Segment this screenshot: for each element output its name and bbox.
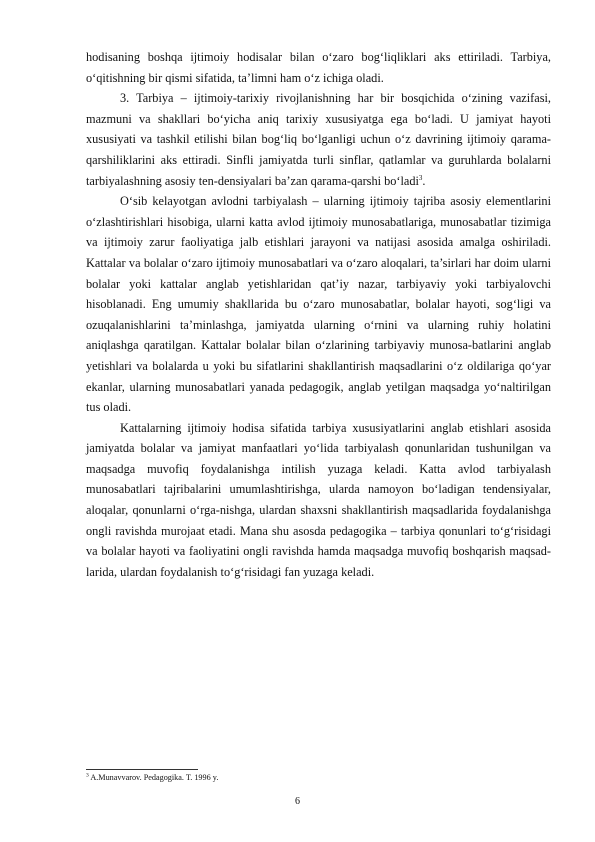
paragraph-4: Kattalarning ijtimoiy hodisa sifatida tarbiya xususiyatlarini anglab etishlari asosida jamiyatda bolalar va jamiyat manfaatlari yo‘lida tarbiyalash qonunlaridan tushunilgan va maqsadga muvofiq foydalanishga intilish yuzaga keladi. Katta avlod tarbiyalash munosabatlari tajribalarini umumlashtirishga, ularda namoyon bo‘ladigan tendensiyalar, aloqalar, qonunlarni o‘rga-nishga, ulardan shaxsni shakllantirish maqsadlarida foydalanishga ongli ravishda murojaat etadi. Mana shu asosda pedagogika – tarbiya qonunlari to‘g‘risidagi va bolalar hayoti va faoliyatini ongli ravishda hamda maqsadga muvofiq boshqarish maqsad-larida, ulardan foydalanish to‘g‘risidagi fan yuzaga keladi. (86, 420, 551, 579)
page-number: 6 (295, 796, 300, 807)
footnote-marker: 3 (86, 772, 89, 779)
footnote-divider (86, 769, 198, 770)
paragraph-2: 3. Tarbiya – ijtimoiy-tarixiy rivojlanishning har bir bosqichida o‘zining vazifasi, mazmuni va shakllari bo‘yicha aniq tarixiy xususiyatga ega bo‘ladi. U jamiyat hayoti xususiyati va tashkil etilishi bilan bog‘liq bo‘lganligi uchun o‘z davrining ijtimoiy qarama-qarshiliklarini aks ettiradi. Sinfli jamiyatda turli sinflar, qatlamlar va guruhlarda bolalarni tarbiyalashning asosiy ten-densiyalari ba’zan qarama-qarshi bo‘ladi$^3$. (86, 91, 551, 188)
paragraph-1: hodisaning boshqa ijtimoiy hodisalar bilan o‘zaro bog‘liqliklari aks ettiriladi. Tarbiya, o‘qitishning bir qismi sifatida, ta’limni ham o‘z ichiga oladi. (86, 50, 551, 85)
body-text (86, 47, 551, 582)
paragraph-3: O‘sib kelayotgan avlodni tarbiyalash – ularning ijtimoiy tajriba asosiy elementlarini o‘zlashtirishlari hisobiga, ularni katta avlod ijtimoiy munosabatlariga, munosabatlar tizimiga va ijtimoiy zarur faoliyatiga jalb etishlari jarayoni va natijasi asosida amalga oshiriladi. Kattalar va bolalar o‘zaro ijtimoiy munosabatlari va o‘zaro aloqalari, ta’sirlari har doim ularni bolalar yoki kattalar anglab yetishlaridan qat’iy nazar, tarbiyaviy yoki tarbiyalovchi hisoblanadi. Eng umumiy shakllarida bu o‘zaro munosabatlar, bolalar hayoti, sog‘ligi va ozuqalanishlarini ta’minlashga, jamiyatda ularning o‘rnini va ularning ruhiy holatini aniqlashga qaratilgan. Kattalar bolalar bilan o‘zlarining tarbiyaviy munosa-batlarini anglab yetishlari va bolalarda u yoki bu sifatlarini shakllantirish maqsadlarini o‘z oldilariga qo‘yar ekanlar, ularning munosabatlari yanada pedagogik, anglab yetilgan maqsadga yo‘naltirilgan tus oladi. (86, 194, 551, 415)
footnote (86, 773, 218, 783)
footnote-reference: 3 (418, 173, 423, 182)
footnote-text: A.Munavvarov. Pedagogika. T. 1996 y. (88, 773, 219, 782)
